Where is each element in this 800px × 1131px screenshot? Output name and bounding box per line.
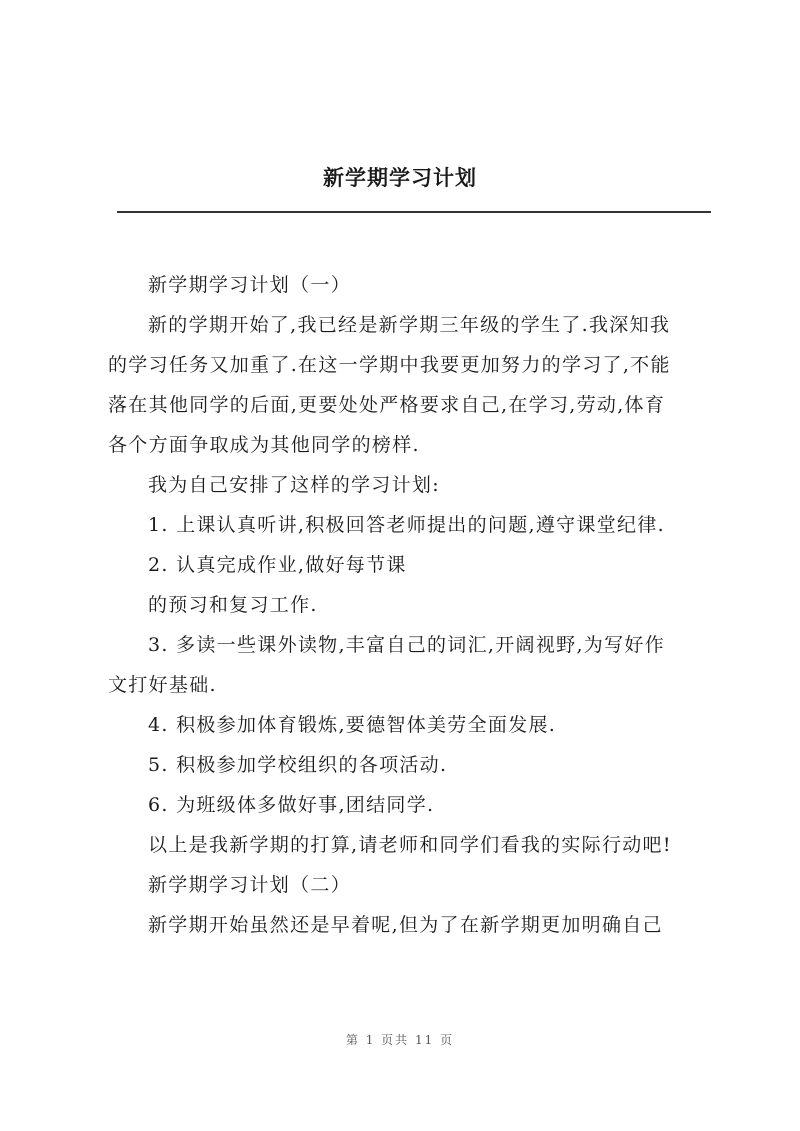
text-line: 各个方面争取成为其他同学的榜样. [108,434,420,456]
text-line: 的预习和复习工作. [148,594,318,616]
document-title: 新学期学习计划 [323,165,477,190]
text-line: 6. 为班级体多做好事,团结同学. [148,794,435,816]
text-line: 的学习任务又加重了.在这一学期中我要更加努力的学习了,不能 [108,354,671,376]
text-line: 4. 积极参加体育锻炼,要德智体美劳全面发展. [148,714,557,736]
document-body [108,270,708,950]
text-line: 新学期学习计划（二） [148,874,352,896]
text-line: 1. 上课认真听讲,积极回答老师提出的问题,遵守课堂纪律. [148,514,665,536]
text-line: 新学期学习计划（一） [148,274,352,296]
text-line: 落在其他同学的后面,更要处处严格要求自己,在学习,劳动,体育 [108,394,666,416]
text-line: 新的学期开始了,我已经是新学期三年级的学生了.我深知我 [148,314,671,336]
text-line: 文打好基础. [108,674,217,696]
text-line: 以上是我新学期的打算,请老师和同学们看我的实际行动吧! [148,834,672,856]
text-line: 新学期开始虽然还是早着呢,但为了在新学期更加明确自己 [148,914,663,936]
text-line: 5. 积极参加学校组织的各项活动. [148,754,448,776]
title-divider [117,211,711,213]
text-line: 2. 认真完成作业,做好每节课 [148,554,407,576]
text-line: 3. 多读一些课外读物,丰富自己的词汇,开阔视野,为写好作 [148,634,665,656]
page-number: 第 1 页共 11 页 [345,1033,455,1047]
text-line: 我为自己安排了这样的学习计划: [148,474,440,496]
